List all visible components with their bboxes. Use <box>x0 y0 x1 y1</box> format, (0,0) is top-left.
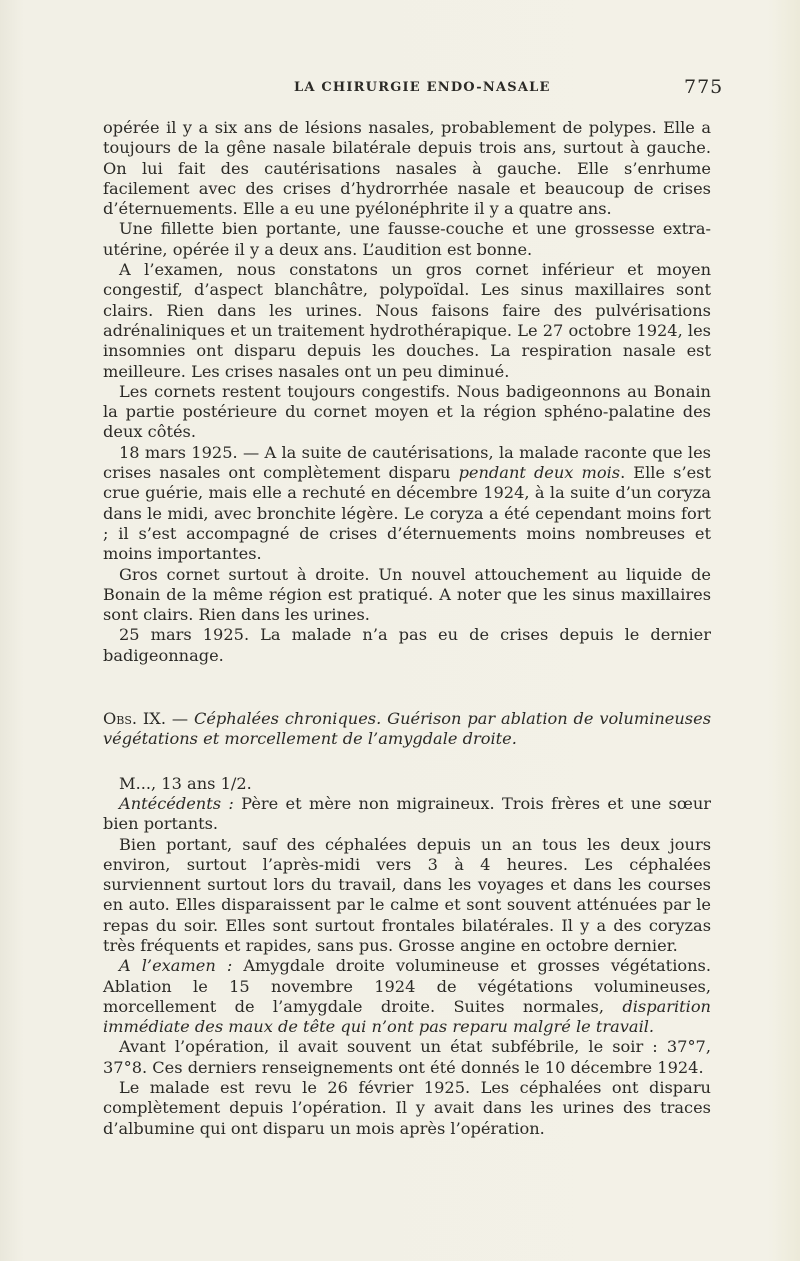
observation-title: Céphalées chroniques. Guérison par ablation de volumineuses végétations et morcellement de l’amygdale droite. <box>103 709 712 749</box>
text: 18 mars 1925. — A la suite de cautérisations, la malade raconte que les crises nasales ont complètement disparu <box>103 442 711 483</box>
paragraph <box>103 794 711 835</box>
text: . Elle s’est crue guérie, mais elle a rechuté en décembre 1924, à la suite d’un coryza dans le midi, avec bronchite légère. Le coryza a été cependant moins fort ; il s’est accompagné de crises d’éternuements moins nombreuses et moins importantes. <box>103 463 711 564</box>
paragraph: Le malade est revu le 26 février 1925. Les céphalées ont disparu complètement depuis l’opération. Il y avait dans les urines des traces d’albumine qui ont disparu un mois après l’opération. <box>103 1078 711 1138</box>
emphasis-text: pendant deux mois <box>458 463 621 483</box>
paragraph: Bien portant, sauf des céphalées depuis un an tous les deux jours environ, surtout l’après-midi vers 3 à 4 heures. Les céphalées surviennent surtout lors du travail, dans les voyages et dans les courses en auto. Elles disparaissent par le calme et sont souvent atténuées par le repas du soir. Elles sont surtout frontales bilatérales. Il y a des coryzas très fréquents et rapides, sans pus. Grosse angine en octobre dernier. <box>103 834 711 955</box>
paragraph: Une fillette bien portante, une fausse-couche et une grossesse extra-utérine, opérée il y a deux ans. L’audition est bonne. <box>103 219 711 259</box>
paragraph-continuation: opérée il y a six ans de lésions nasales, probablement de polypes. Elle a toujours de la gêne nasale bilatérale depuis trois ans, surtout à gauche. On lui fait des cautérisations nasales à gauche. Elle s’enrhume facilement avec des crises d’hydrorrhée nasale et beaucoup de crises d’éternuements. Elle a eu une pyélonéphrite il y a quatre ans. <box>103 118 711 219</box>
observation-label: Obs. IX. <box>103 709 166 729</box>
section-label: A l’examen : <box>119 956 233 976</box>
text: Amygdale droite volumineuse et grosses végétations. Ablation le 15 novembre 1924 de végétations volumineuses, morcellement de l’amygdale droite. Suites normales, <box>103 956 711 1016</box>
spacer <box>103 750 711 774</box>
paragraph: Gros cornet surtout à droite. Un nouvel attouchement au liquide de Bonain de la même région est pratiqué. A noter que les sinus maxillaires sont clairs. Rien dans les urines. <box>103 564 711 625</box>
running-head: LA CHIRURGIE ENDO-NASALE <box>294 80 551 95</box>
paragraph: Avant l’opération, il avait souvent un état subfébrile, le soir : 37°7, 37°8. Ces derniers renseignements ont été donnés le 10 décembre 1924. <box>103 1037 711 1077</box>
page-number: 775 <box>684 76 724 98</box>
paragraph <box>103 443 711 565</box>
paragraph: M..., 13 ans 1/2. <box>119 773 252 793</box>
page-body <box>103 118 711 1139</box>
paragraph: 25 mars 1925. La malade n’a pas eu de crises depuis le dernier badigeonnage. <box>103 625 711 665</box>
dash: — <box>165 709 194 729</box>
observation-heading <box>103 709 711 750</box>
page-header <box>0 76 800 100</box>
text: Père et mère non migraineux. Trois frères et une sœur bien portants. <box>103 793 712 834</box>
emphasis-text: disparition immédiate des maux de tête qui n’ont pas reparu malgré le travail. <box>103 996 711 1037</box>
paragraph: A l’examen, nous constatons un gros cornet inférieur et moyen congestif, d’aspect blanchâtre, polypoïdal. Les sinus maxillaires sont clairs. Rien dans les urines. Nous faisons faire des pulvérisations adrénaliniques et un traitement hydrothérapique. Le 27 octobre 1924, les insomnies ont disparu depuis les douches. La respiration nasale est meilleure. Les crises nasales ont un peu diminué. <box>103 260 711 381</box>
section-label: Antécédents : <box>119 793 234 813</box>
paragraph: Les cornets restent toujours congestifs. Nous badigeonnons au Bonain la partie postérieure du cornet moyen et la région sphéno-palatine des deux côtés. <box>103 381 711 442</box>
paragraph <box>103 956 711 1037</box>
